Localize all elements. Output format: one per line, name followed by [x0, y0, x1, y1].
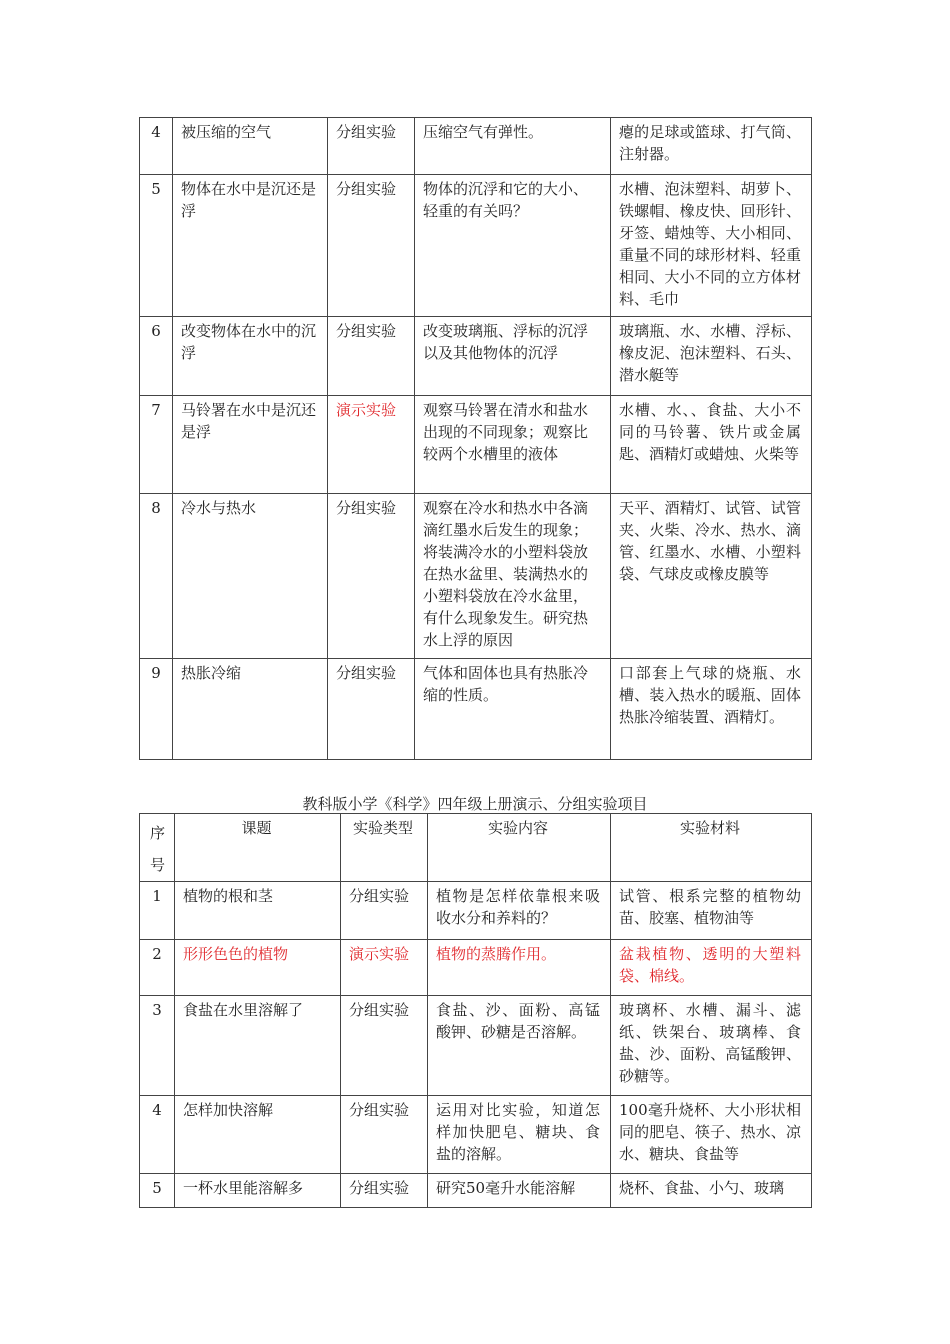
topic-cell: 热胀冷缩	[173, 659, 328, 760]
topic-cell: 马铃署在水中是沉还是浮	[173, 396, 328, 494]
row-number: 8	[140, 494, 173, 659]
materials-cell: 口部套上气球的烧瓶、水槽、装入热水的暖瓶、固体热胀冷缩装置、酒精灯。	[611, 659, 812, 760]
materials-text: 水槽、泡沫塑料、胡萝卜、铁螺帽、橡皮快、回形针、牙签、蜡烛等、大小相同、重量不同的球形材料、轻重相同、大小不同的立方体材料、毛巾	[619, 180, 801, 308]
type-cell: 分组实验	[328, 494, 415, 659]
row-number: 7	[140, 396, 173, 494]
type-cell: 分组实验	[328, 317, 415, 396]
row-number: 3	[140, 996, 175, 1096]
type-cell: 分组实验	[328, 118, 415, 175]
content-cell: 食盐、沙、面粉、高锰酸钾、砂糖是否溶解。	[428, 996, 611, 1096]
topic-cell: 被压缩的空气	[173, 118, 328, 175]
content-cell: 压缩空气有弹性。	[415, 118, 611, 175]
table-row	[140, 940, 812, 996]
content-cell: 运用对比实验，知道怎样加快肥皂、糖块、食盐的溶解。	[428, 1096, 611, 1174]
materials-cell: 盆栽植物、透明的大塑料袋、棉线。	[611, 940, 812, 996]
materials-cell: 烧杯、食盐、小勺、玻璃	[611, 1174, 812, 1208]
row-number: 1	[140, 882, 175, 940]
materials-text: 试管、根系完整的植物幼苗、胶塞、植物油等	[619, 887, 801, 927]
type-cell: 演示实验	[328, 396, 415, 494]
topic-cell: 怎样加快溶解	[175, 1096, 341, 1174]
materials-cell: 瘪的足球或篮球、打气筒、注射器。	[611, 118, 812, 175]
materials-cell	[611, 175, 812, 317]
table-row	[140, 882, 812, 940]
type-cell: 分组实验	[341, 1096, 428, 1174]
content-cell: 植物是怎样依靠根来吸收水分和养料的？	[428, 882, 611, 940]
header-materials: 实验材料	[611, 814, 812, 882]
topic-cell: 一杯水里能溶解多	[175, 1174, 341, 1208]
row-number: 4	[140, 118, 173, 175]
type-cell: 分组实验	[341, 882, 428, 940]
content-cell: 气体和固体也具有热胀冷缩的性质。	[415, 659, 611, 760]
table-row	[140, 1096, 812, 1174]
content-cell: 植物的蒸腾作用。	[428, 940, 611, 996]
table-header-row	[140, 814, 812, 882]
row-number: 2	[140, 940, 175, 996]
table-row	[140, 659, 812, 760]
topic-cell: 改变物体在水中的沉浮	[173, 317, 328, 396]
content-cell: 观察马铃署在清水和盐水出现的不同现象；观察比较两个水槽里的液体	[415, 396, 611, 494]
table-row	[140, 118, 812, 175]
materials-cell: 玻璃瓶、水、水槽、浮标、橡皮泥、泡沫塑料、石头、潜水艇等	[611, 317, 812, 396]
table-row	[140, 1174, 812, 1208]
row-number: 6	[140, 317, 173, 396]
type-cell: 演示实验	[341, 940, 428, 996]
table-row	[140, 317, 812, 396]
materials-text: 100毫升烧杯、大小形状相同的肥皂、筷子、热水、凉水、糖块、食盐等	[619, 1101, 801, 1163]
row-number: 5	[140, 175, 173, 317]
experiment-table-continued	[139, 117, 812, 760]
table-row	[140, 996, 812, 1096]
row-number: 4	[140, 1096, 175, 1174]
table-caption: 教科版小学《科学》四年级上册演示、分组实验项目	[302, 795, 648, 813]
materials-cell: 天平、酒精灯、试管、试管夹、火柴、冷水、热水、滴管、红墨水、水槽、小塑料袋、气球皮或橡皮膜等	[611, 494, 812, 659]
content-text: 观察在冷水和热水中各滴滴红墨水后发生的现象；将装满冷水的小塑料袋放在热水盆里、装满热水的小塑料袋放在冷水盆里，有什么现象发生。研究热水上浮的原因	[423, 499, 589, 649]
header-content: 实验内容	[428, 814, 611, 882]
header-type: 实验类型	[341, 814, 428, 882]
topic-cell: 植物的根和茎	[175, 882, 341, 940]
header-no	[140, 814, 175, 882]
materials-cell	[611, 882, 812, 940]
table-row	[140, 494, 812, 659]
content-cell: 物体的沉浮和它的大小、轻重的有关吗？	[415, 175, 611, 317]
content-cell: 研究50毫升水能溶解	[428, 1174, 611, 1208]
materials-cell: 水槽、水、、食盐、大小不同的马铃薯、铁片或金属匙、酒精灯或蜡烛、火柴等	[611, 396, 812, 494]
header-topic: 课题	[175, 814, 341, 882]
topic-cell: 食盐在水里溶解了	[175, 996, 341, 1096]
row-number: 5	[140, 1174, 175, 1208]
content-cell: 改变玻璃瓶、浮标的沉浮以及其他物体的沉浮	[415, 317, 611, 396]
type-cell: 分组实验	[328, 175, 415, 317]
experiment-table-grade4	[139, 813, 812, 1208]
topic-cell: 形形色色的植物	[175, 940, 341, 996]
topic-cell: 物体在水中是沉还是浮	[173, 175, 328, 317]
type-cell: 分组实验	[328, 659, 415, 760]
materials-cell	[611, 1096, 812, 1174]
materials-cell: 玻璃杯、水槽、漏斗、滤纸、铁架台、玻璃棒、食盐、沙、面粉、高锰酸钾、砂糖等。	[611, 996, 812, 1096]
content-cell	[415, 494, 611, 659]
table-row	[140, 175, 812, 317]
type-cell: 分组实验	[341, 996, 428, 1096]
row-number: 9	[140, 659, 173, 760]
table-row	[140, 396, 812, 494]
topic-cell: 冷水与热水	[173, 494, 328, 659]
header-no-text: 序号	[150, 824, 166, 874]
type-cell: 分组实验	[341, 1174, 428, 1208]
